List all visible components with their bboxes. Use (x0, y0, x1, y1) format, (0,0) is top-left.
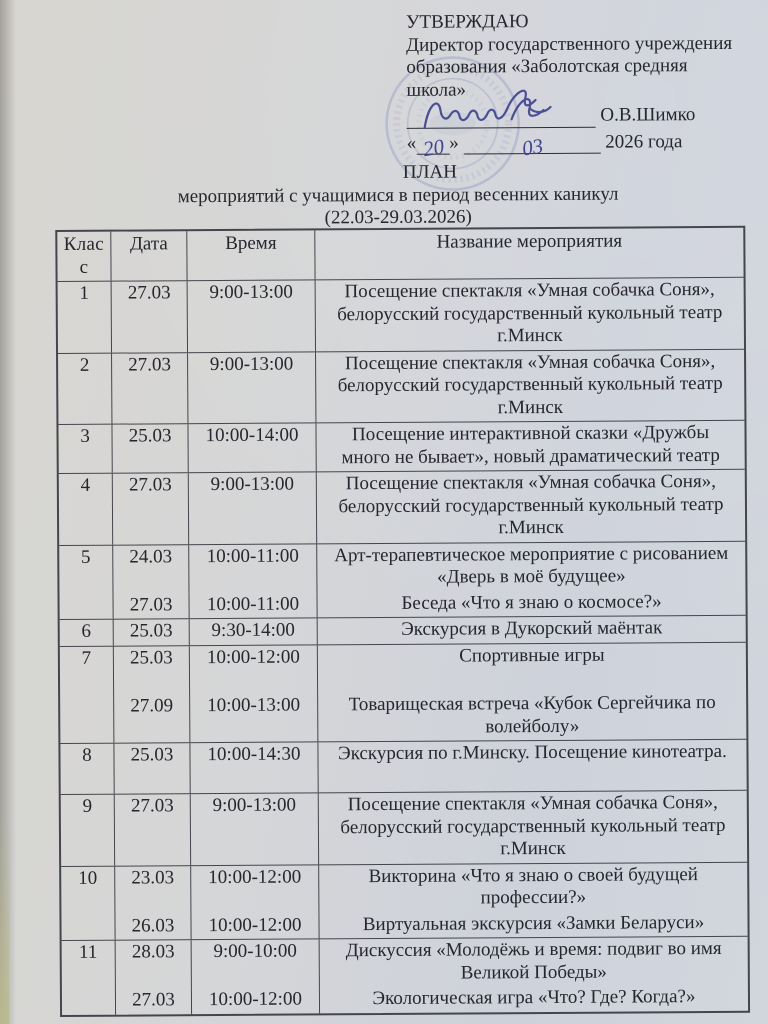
header-time: Время (187, 230, 315, 280)
date-cell: 24.03 (113, 545, 189, 593)
signature-underline (407, 107, 596, 128)
month-underline (463, 133, 600, 161)
class-cell: 9 (61, 795, 115, 866)
class-cell: 8 (60, 744, 114, 794)
table-row (59, 470, 745, 546)
time-cell: 10:00-12:00 (191, 913, 319, 939)
class-cell: 5 (59, 545, 113, 619)
time-cell: 10:00-14:00 (188, 423, 316, 472)
org-line-1: Директор государственного учреждения (406, 32, 733, 56)
handwritten-day: 20 (420, 134, 446, 162)
event-cell: Экскурсия в Дукорский маёнтак (401, 617, 663, 640)
org-line-2: образования «Заболотская средняя (406, 55, 688, 78)
day-quote-open: « (406, 132, 417, 154)
date-line (406, 130, 759, 162)
header-date: Дата (111, 231, 187, 280)
time-cell: 9:00-13:00 (191, 793, 319, 864)
day-quote-close: » (449, 132, 459, 154)
plan-table (55, 226, 750, 1017)
event-cell: Экскурсия по г.Минску. Посещение кинотеатра. (338, 740, 727, 765)
date-cell: 25.03 (114, 619, 190, 645)
date-cell: 27.03 (116, 988, 192, 1014)
event-cell: Беседа «Что я знаю о космосе?» (401, 590, 662, 614)
table-row (61, 791, 747, 867)
date-cell: 28.03 (116, 940, 192, 988)
event-cell: Викторина «Что я знаю о своей будущей профессии?» (368, 863, 698, 909)
time-cell: 9:30-14:00 (190, 618, 318, 644)
time-cell: 9:00-13:00 (188, 352, 316, 423)
time-cell: 10:00-12:00 (190, 645, 318, 671)
table-row (59, 541, 745, 620)
approval-block (405, 10, 759, 162)
signer-name: О.В.Шимко (600, 104, 696, 126)
plan-date-range: (22.03-29.03.2026) (324, 206, 472, 229)
date-cell: 26.03 (115, 914, 191, 940)
date-cell: 27.03 (113, 593, 189, 619)
class-cell: 11 (62, 941, 116, 1015)
table-header-row (57, 228, 743, 282)
date-cell: 25.03 (114, 646, 190, 672)
event-cell: Виртуальная экскурсия «Замки Беларуси» (362, 911, 705, 935)
date-cell: 27.03 (113, 473, 189, 544)
time-cell: 10:00-12:00 (191, 865, 319, 914)
event-cell: Экологическая игра «Что? Где? Когда?» (372, 986, 696, 1010)
time-cell: 10:00-11:00 (189, 544, 317, 593)
date-cell: 27.03 (112, 353, 188, 424)
date-cell: 25.03 (114, 743, 190, 793)
table-row (61, 862, 747, 941)
table-row (58, 278, 744, 354)
event-cell: Посещение спектакля «Умная собачка Соня», белорусский государственный кукольный театр г.Минск (337, 350, 723, 418)
table-row (60, 642, 747, 744)
signature-line (407, 104, 759, 129)
event-cell: Посещение спектакля «Умная собачка Соня», белорусский государственный кукольный театр г.Минск (337, 278, 723, 347)
date-cell: 27.03 (115, 794, 191, 865)
plan-title: ПЛАН (402, 161, 458, 183)
plan-subtitle: мероприятий с учащимися в период весенних каникул (177, 183, 619, 207)
handwritten-month: 03 (519, 133, 545, 161)
time-cell: 10:00-13:00 (190, 670, 318, 742)
class-cell: 4 (59, 474, 113, 545)
time-cell: 10:00-11:00 (189, 592, 317, 618)
class-cell: 10 (61, 866, 115, 940)
table-row (60, 740, 746, 795)
class-cell: 3 (58, 425, 112, 473)
event-cell: Посещение спектакля «Умная собачка Соня», белорусский государственный кукольный театр г.Минск (338, 470, 724, 539)
class-cell: 6 (60, 620, 114, 646)
time-cell: 9:00-13:00 (189, 472, 317, 543)
event-cell: Спортивные игры (459, 644, 605, 667)
date-cell: 27.09 (114, 671, 190, 742)
table-row (62, 937, 748, 1015)
table-row (60, 616, 746, 647)
plan-title-block (55, 160, 741, 232)
date-cell: 25.03 (112, 424, 188, 472)
org-line-3: школа» (406, 78, 467, 101)
class-cell: 7 (60, 646, 115, 743)
event-cell: Товарищеская встреча «Кубок Сергейчика по волейболу» (348, 691, 716, 737)
header-event: Название мероприятия (436, 230, 623, 253)
date-cell: 27.03 (112, 281, 188, 352)
time-cell: 10:00-12:00 (192, 987, 320, 1013)
event-cell: Посещение спектакля «Умная собачка Соня», белорусский государственный кукольный театр г.Минск (340, 791, 726, 860)
table-row (58, 349, 744, 425)
date-cell: 23.03 (115, 866, 191, 914)
year-text: 2026 года (605, 130, 683, 153)
approval-heading: УТВЕРЖДАЮ (405, 11, 529, 33)
time-cell: 10:00-14:30 (190, 742, 318, 793)
time-cell: 9:00-10:00 (192, 939, 320, 988)
table-row (58, 421, 744, 474)
day-underline (416, 134, 449, 162)
event-cell: Арт-терапевтическое мероприятие с рисованием «Дверь в моё будущее» (334, 542, 729, 588)
time-cell: 9:00-13:00 (188, 280, 316, 351)
header-class: Класс (57, 232, 111, 281)
event-cell: Дискуссия «Молодёжь и время: подвиг во имя Великой Победы» (345, 937, 722, 984)
class-cell: 2 (58, 353, 112, 424)
class-cell: 1 (58, 282, 112, 353)
event-cell: Посещение интерактивной сказки «Дружбы много не бывает», новый драматический театр (341, 422, 720, 468)
